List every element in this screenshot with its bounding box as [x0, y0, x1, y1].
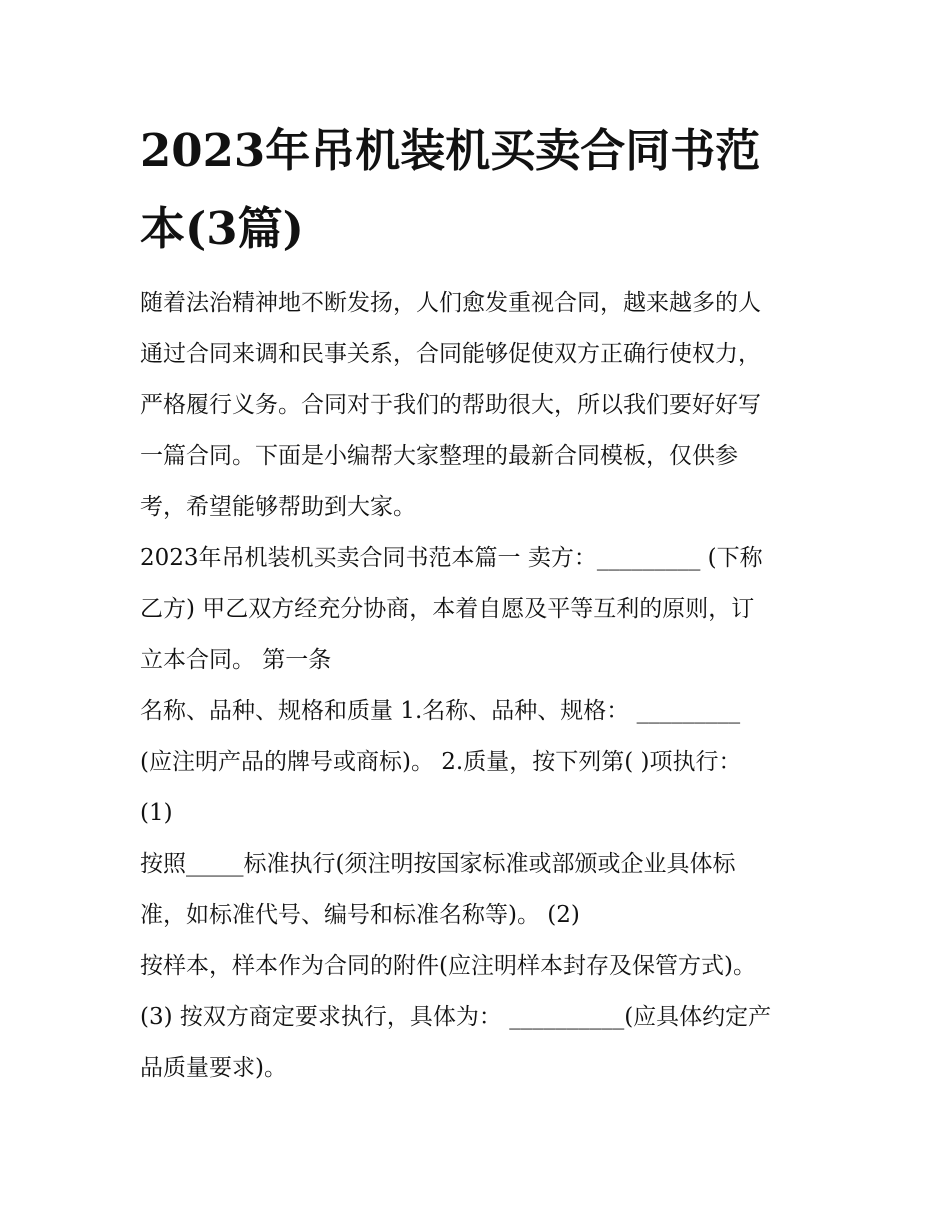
text-line: 一篇合同。下面是小编帮大家整理的最新合同模板，仅供参	[140, 443, 738, 469]
text-line: 按照_____标准执行(须注明按国家标准或部颁或企业具体标	[140, 851, 736, 877]
quality-standard-paragraph	[140, 839, 820, 941]
text-line: (应注明产品的牌号或商标)。 2.质量，按下列第( )项执行：	[140, 749, 742, 775]
text-line: 通过合同来调和民事关系，合同能够促使双方正确行使权力，	[140, 341, 761, 367]
sample-quality-paragraph	[140, 941, 820, 1094]
title-line-1: 2023年吊机装机买卖合同书范	[140, 124, 761, 177]
title-line-2: 本(3篇)	[140, 202, 304, 255]
text-line: 2023年吊机装机买卖合同书范本篇一 卖方：_________ (下称	[140, 545, 763, 571]
intro-paragraph	[140, 278, 820, 533]
text-line: 名称、品种、规格和质量 1.名称、品种、规格： _________	[140, 698, 741, 724]
text-line: 乙方) 甲乙双方经充分协商，本着自愿及平等互利的原则，订	[140, 596, 755, 622]
article-one-paragraph	[140, 686, 820, 839]
document-title	[140, 112, 830, 268]
text-line: 随着法治精神地不断发扬，人们愈发重视合同，越来越多的人	[140, 290, 761, 316]
text-line: 按样本，样本作为合同的附件(应注明样本封存及保管方式)。	[140, 953, 756, 979]
text-line: 准，如标准代号、编号和标准名称等)。 (2)	[140, 902, 580, 928]
text-line: 品质量要求)。	[140, 1055, 287, 1081]
text-line: 立本合同。 第一条	[140, 647, 332, 673]
text-line: 严格履行义务。合同对于我们的帮助很大，所以我们要好好写	[140, 392, 761, 418]
text-line: (1)	[140, 800, 173, 826]
text-line: 考，希望能够帮助到大家。	[140, 494, 416, 520]
text-line: (3) 按双方商定要求执行，具体为： __________(应具体约定产	[140, 1004, 772, 1030]
contract-header-paragraph	[140, 533, 820, 686]
document-body	[140, 278, 820, 1094]
